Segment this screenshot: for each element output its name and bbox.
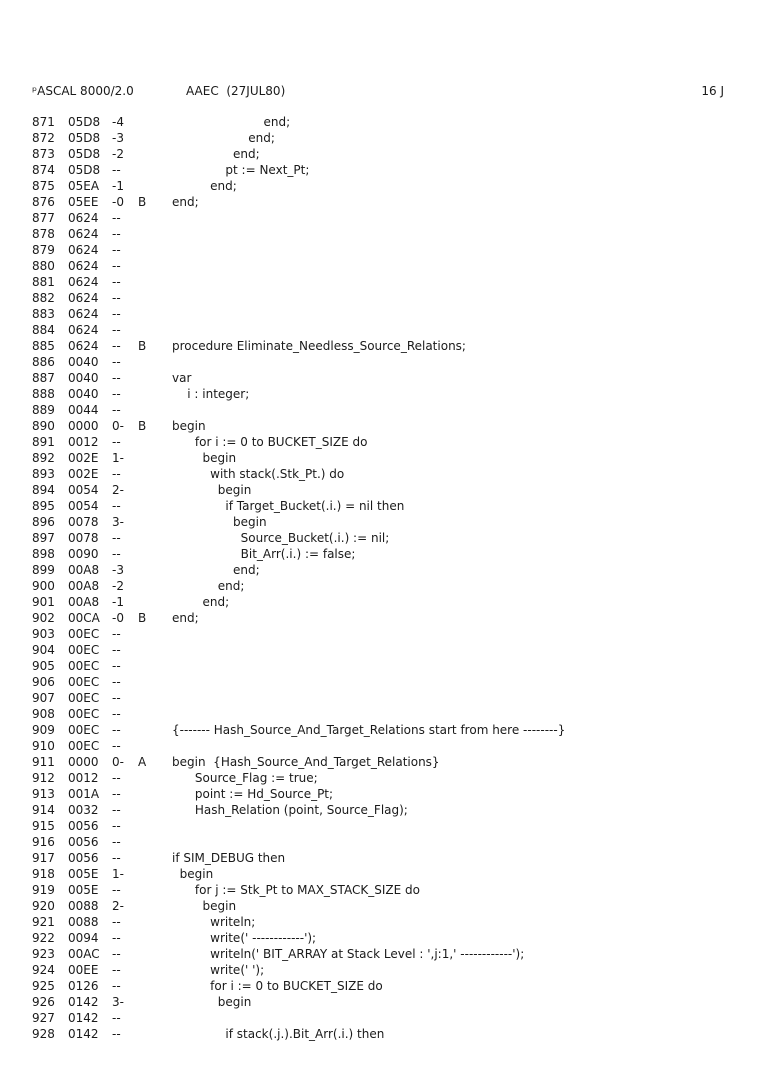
address: 0032	[68, 803, 99, 817]
nesting-level: --	[112, 739, 121, 753]
line-number: 902	[32, 611, 55, 625]
code-text: end;	[172, 563, 260, 577]
line-number: 889	[32, 403, 55, 417]
address: 00A8	[68, 595, 100, 609]
listing-line	[32, 418, 732, 434]
line-number: 900	[32, 579, 55, 593]
nesting-level: --	[112, 707, 121, 721]
address: 00EC	[68, 675, 100, 689]
line-number: 906	[32, 675, 55, 689]
listing-line	[32, 482, 732, 498]
listing-line	[32, 290, 732, 306]
address: 0054	[68, 483, 99, 497]
listing-line	[32, 210, 732, 226]
address: 001A	[68, 787, 100, 801]
listing-line	[32, 498, 732, 514]
nesting-level: --	[112, 659, 121, 673]
nesting-level: --	[112, 803, 121, 817]
listing-line	[32, 178, 732, 194]
listing-line	[32, 594, 732, 610]
nesting-level: --	[112, 675, 121, 689]
listing-line	[32, 786, 732, 802]
nesting-level: --	[112, 211, 121, 225]
address: 0142	[68, 1027, 99, 1041]
line-number: 875	[32, 179, 55, 193]
line-number: 880	[32, 259, 55, 273]
listing-line	[32, 834, 732, 850]
code-text: end;	[172, 579, 245, 593]
address: 002E	[68, 451, 99, 465]
nesting-level: 2-	[112, 483, 124, 497]
listing-line	[32, 530, 732, 546]
listing-line	[32, 610, 732, 626]
code-text: end;	[172, 611, 199, 625]
listing-line	[32, 898, 732, 914]
address: 05EA	[68, 179, 100, 193]
code-text: end;	[172, 115, 291, 129]
address: 0056	[68, 819, 99, 833]
listing-line	[32, 578, 732, 594]
line-number: 916	[32, 835, 55, 849]
code-text: Source_Flag := true;	[172, 771, 318, 785]
address: 0040	[68, 371, 99, 385]
listing-line	[32, 946, 732, 962]
code-text: i : integer;	[172, 387, 250, 401]
line-number: 913	[32, 787, 55, 801]
address: 0094	[68, 931, 99, 945]
address: 002E	[68, 467, 99, 481]
nesting-level: --	[112, 787, 121, 801]
nesting-level: -3	[112, 563, 124, 577]
nesting-level: -0	[112, 611, 124, 625]
nesting-level: 1-	[112, 451, 124, 465]
address: 0000	[68, 419, 99, 433]
nesting-level: --	[112, 259, 121, 273]
listing-line	[32, 450, 732, 466]
address: 0040	[68, 355, 99, 369]
listing-line	[32, 322, 732, 338]
code-text: if SIM_DEBUG then	[172, 851, 286, 865]
listing-line	[32, 338, 732, 354]
address: 0142	[68, 995, 99, 1009]
line-number: 892	[32, 451, 55, 465]
listing-line	[32, 962, 732, 978]
code-text: begin	[172, 995, 252, 1009]
nesting-level: --	[112, 931, 121, 945]
nesting-level: --	[112, 371, 121, 385]
code-text: point := Hd_Source_Pt;	[172, 787, 334, 801]
line-number: 882	[32, 291, 55, 305]
listing-line	[32, 850, 732, 866]
address: 0078	[68, 515, 99, 529]
listing-line	[32, 770, 732, 786]
code-text: with stack(.Stk_Pt.) do	[172, 467, 345, 481]
line-number: 878	[32, 227, 55, 241]
code-text: Source_Bucket(.i.) := nil;	[172, 531, 390, 545]
listing-line	[32, 146, 732, 162]
listing-line	[32, 386, 732, 402]
code-text: for i := 0 to BUCKET_SIZE do	[172, 435, 368, 449]
line-number: 917	[32, 851, 55, 865]
address: 0054	[68, 499, 99, 513]
listing-line	[32, 866, 732, 882]
block-flag: B	[138, 339, 147, 353]
nesting-level: --	[112, 691, 121, 705]
listing-line	[32, 226, 732, 242]
code-text: begin	[172, 867, 214, 881]
code-text: pt := Next_Pt;	[172, 163, 310, 177]
nesting-level: --	[112, 947, 121, 961]
source-listing	[32, 114, 732, 1042]
nesting-level: 1-	[112, 867, 124, 881]
listing-line	[32, 434, 732, 450]
code-text: procedure Eliminate_Needless_Source_Relations;	[172, 339, 466, 353]
listing-line	[32, 370, 732, 386]
nesting-level: --	[112, 1027, 121, 1041]
nesting-level: --	[112, 499, 121, 513]
nesting-level: --	[112, 915, 121, 929]
line-number: 920	[32, 899, 55, 913]
nesting-level: --	[112, 627, 121, 641]
line-number: 886	[32, 355, 55, 369]
listing-line	[32, 658, 732, 674]
listing-line	[32, 130, 732, 146]
address: 005E	[68, 883, 99, 897]
address: 05D8	[68, 163, 101, 177]
address: 00EC	[68, 707, 100, 721]
address: 0126	[68, 979, 99, 993]
nesting-level: 3-	[112, 515, 124, 529]
listing-line	[32, 306, 732, 322]
code-text: begin	[172, 899, 237, 913]
listing-line	[32, 274, 732, 290]
address: 0624	[68, 259, 99, 273]
nesting-level: --	[112, 323, 121, 337]
address: 00CA	[68, 611, 100, 625]
line-number: 874	[32, 163, 55, 177]
line-number: 903	[32, 627, 55, 641]
line-number: 923	[32, 947, 55, 961]
page-number: 16 J	[701, 84, 724, 98]
code-text: if stack(.j.).Bit_Arr(.i.) then	[172, 1027, 385, 1041]
nesting-level: --	[112, 307, 121, 321]
block-flag: B	[138, 611, 147, 625]
nesting-level: --	[112, 851, 121, 865]
nesting-level: --	[112, 227, 121, 241]
nesting-level: -1	[112, 179, 124, 193]
nesting-level: --	[112, 387, 121, 401]
line-number: 914	[32, 803, 55, 817]
nesting-level: -1	[112, 595, 124, 609]
listing-line	[32, 674, 732, 690]
address: 0078	[68, 531, 99, 545]
line-number: 894	[32, 483, 55, 497]
line-number: 890	[32, 419, 55, 433]
address: 00EC	[68, 691, 100, 705]
nesting-level: --	[112, 435, 121, 449]
nesting-level: --	[112, 1011, 121, 1025]
line-number: 885	[32, 339, 55, 353]
listing-line	[32, 738, 732, 754]
line-number: 922	[32, 931, 55, 945]
line-number: 879	[32, 243, 55, 257]
address: 0056	[68, 851, 99, 865]
address: 05D8	[68, 131, 101, 145]
listing-line	[32, 882, 732, 898]
line-number: 911	[32, 755, 55, 769]
line-number: 897	[32, 531, 55, 545]
line-number: 905	[32, 659, 55, 673]
code-text: if Target_Bucket(.i.) = nil then	[172, 499, 405, 513]
line-number: 928	[32, 1027, 55, 1041]
nesting-level: --	[112, 275, 121, 289]
line-number: 907	[32, 691, 55, 705]
listing-line	[32, 978, 732, 994]
address: 05D8	[68, 115, 101, 129]
listing-line	[32, 690, 732, 706]
code-text: writeln;	[172, 915, 256, 929]
nesting-level: --	[112, 771, 121, 785]
address: 0142	[68, 1011, 99, 1025]
listing-line	[32, 914, 732, 930]
code-text: end;	[172, 195, 199, 209]
address: 00EE	[68, 963, 99, 977]
nesting-level: 3-	[112, 995, 124, 1009]
line-number: 925	[32, 979, 55, 993]
nesting-level: --	[112, 835, 121, 849]
nesting-level: --	[112, 339, 121, 353]
nesting-level: --	[112, 291, 121, 305]
nesting-level: --	[112, 883, 121, 897]
line-number: 919	[32, 883, 55, 897]
code-text: write(' ------------');	[172, 931, 317, 945]
code-text: for j := Stk_Pt to MAX_STACK_SIZE do	[172, 883, 420, 897]
line-number: 908	[32, 707, 55, 721]
nesting-level: --	[112, 819, 121, 833]
nesting-level: -2	[112, 579, 124, 593]
line-number: 915	[32, 819, 55, 833]
listing-line	[32, 802, 732, 818]
listing-line	[32, 258, 732, 274]
address: 00EC	[68, 643, 100, 657]
line-number: 872	[32, 131, 55, 145]
block-flag: A	[138, 755, 147, 769]
line-number: 883	[32, 307, 55, 321]
code-text: {------- Hash_Source_And_Target_Relations start from here --------}	[172, 723, 566, 737]
code-text: Bit_Arr(.i.) := false;	[172, 547, 356, 561]
address: 0624	[68, 307, 99, 321]
code-text: writeln(' BIT_ARRAY at Stack Level : ',j:1,' ------------');	[172, 947, 525, 961]
code-text: end;	[172, 595, 230, 609]
nesting-level: --	[112, 547, 121, 561]
address: 0088	[68, 899, 99, 913]
address: 05D8	[68, 147, 101, 161]
address: 0088	[68, 915, 99, 929]
line-number: 893	[32, 467, 55, 481]
line-number: 927	[32, 1011, 55, 1025]
nesting-level: --	[112, 979, 121, 993]
address: 0090	[68, 547, 99, 561]
nesting-level: -4	[112, 115, 124, 129]
listing-line	[32, 546, 732, 562]
line-number: 891	[32, 435, 55, 449]
address: 0012	[68, 771, 99, 785]
code-text: begin	[172, 451, 237, 465]
line-number: 899	[32, 563, 55, 577]
listing-line	[32, 402, 732, 418]
block-flag: B	[138, 195, 147, 209]
line-number: 876	[32, 195, 55, 209]
listing-line	[32, 194, 732, 210]
address: 005E	[68, 867, 99, 881]
compile-date: AAEC (27JUL80)	[186, 84, 286, 98]
code-text: for i := 0 to BUCKET_SIZE do	[172, 979, 383, 993]
nesting-level: --	[112, 531, 121, 545]
nesting-level: --	[112, 723, 121, 737]
listing-line	[32, 754, 732, 770]
code-text: end;	[172, 147, 260, 161]
listing-line	[32, 562, 732, 578]
listing-line	[32, 706, 732, 722]
listing-line	[32, 466, 732, 482]
line-number: 877	[32, 211, 55, 225]
listing-line	[32, 242, 732, 258]
line-number: 898	[32, 547, 55, 561]
line-number: 871	[32, 115, 55, 129]
address: 0624	[68, 275, 99, 289]
nesting-level: --	[112, 963, 121, 977]
code-text: begin	[172, 483, 252, 497]
address: 00EC	[68, 659, 100, 673]
address: 00EC	[68, 723, 100, 737]
listing-line	[32, 162, 732, 178]
address: 0624	[68, 339, 99, 353]
listing-line	[32, 642, 732, 658]
line-number: 884	[32, 323, 55, 337]
listing-line	[32, 930, 732, 946]
nesting-level: --	[112, 403, 121, 417]
nesting-level: -2	[112, 147, 124, 161]
line-number: 918	[32, 867, 55, 881]
listing-line	[32, 1010, 732, 1026]
address: 00A8	[68, 579, 100, 593]
nesting-level: --	[112, 163, 121, 177]
code-text: begin {Hash_Source_And_Target_Relations}	[172, 755, 440, 769]
line-number: 881	[32, 275, 55, 289]
address: 0624	[68, 211, 99, 225]
line-number: 873	[32, 147, 55, 161]
line-number: 887	[32, 371, 55, 385]
nesting-level: --	[112, 355, 121, 369]
code-text: write(' ');	[172, 963, 265, 977]
address: 0624	[68, 227, 99, 241]
address: 05EE	[68, 195, 99, 209]
line-number: 895	[32, 499, 55, 513]
address: 00EC	[68, 739, 100, 753]
code-text: var	[172, 371, 192, 385]
address: 00A8	[68, 563, 100, 577]
address: 0044	[68, 403, 99, 417]
code-text: end;	[172, 179, 237, 193]
line-number: 901	[32, 595, 55, 609]
nesting-level: --	[112, 243, 121, 257]
nesting-level: 0-	[112, 419, 124, 433]
address: 0056	[68, 835, 99, 849]
code-text: begin	[172, 515, 267, 529]
nesting-level: -3	[112, 131, 124, 145]
code-text: begin	[172, 419, 206, 433]
page-header	[32, 84, 724, 100]
address: 0624	[68, 323, 99, 337]
listing-line	[32, 994, 732, 1010]
line-number: 888	[32, 387, 55, 401]
listing-line	[32, 818, 732, 834]
line-number: 921	[32, 915, 55, 929]
address: 0012	[68, 435, 99, 449]
address: 00AC	[68, 947, 100, 961]
nesting-level: -0	[112, 195, 124, 209]
address: 00EC	[68, 627, 100, 641]
line-number: 909	[32, 723, 55, 737]
listing-line	[32, 722, 732, 738]
address: 0624	[68, 243, 99, 257]
line-number: 896	[32, 515, 55, 529]
listing-line	[32, 626, 732, 642]
address: 0000	[68, 755, 99, 769]
address: 0040	[68, 387, 99, 401]
line-number: 910	[32, 739, 55, 753]
nesting-level: 2-	[112, 899, 124, 913]
listing-line	[32, 114, 732, 130]
code-text: end;	[172, 131, 275, 145]
listing-line	[32, 1026, 732, 1042]
code-text: Hash_Relation (point, Source_Flag);	[172, 803, 408, 817]
nesting-level: --	[112, 467, 121, 481]
compiler-version: ᵖASCAL 8000/2.0	[32, 84, 134, 98]
nesting-level: 0-	[112, 755, 124, 769]
listing-line	[32, 514, 732, 530]
line-number: 924	[32, 963, 55, 977]
address: 0624	[68, 291, 99, 305]
line-number: 912	[32, 771, 55, 785]
line-number: 926	[32, 995, 55, 1009]
listing-line	[32, 354, 732, 370]
nesting-level: --	[112, 643, 121, 657]
block-flag: B	[138, 419, 147, 433]
line-number: 904	[32, 643, 55, 657]
